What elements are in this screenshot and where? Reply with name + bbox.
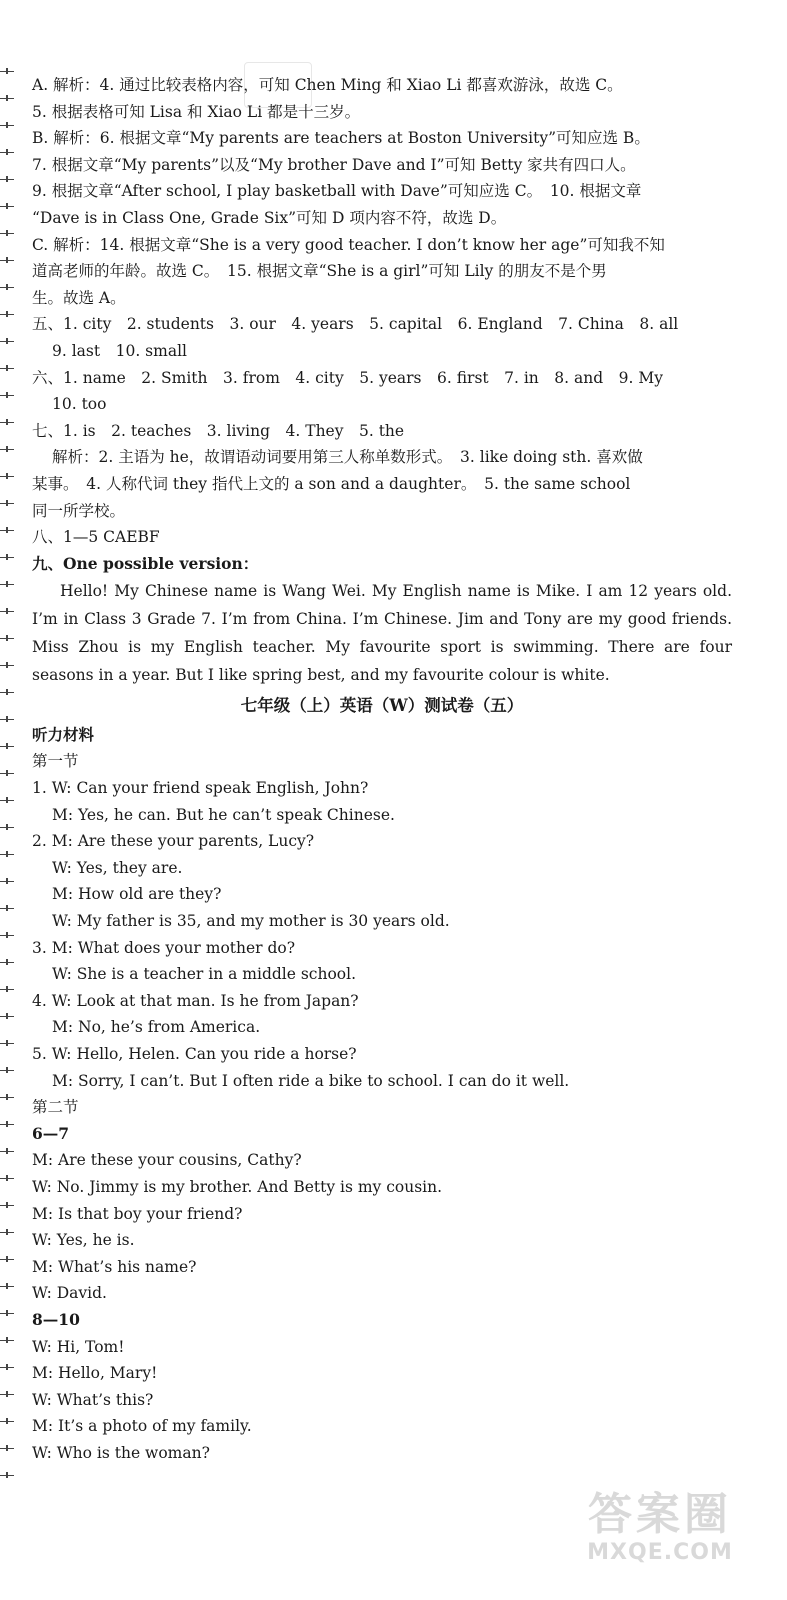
section-8-answers: 八、1—5 CAEBF xyxy=(32,528,160,547)
section-7-analysis-cont: 某事。 4. 人称代词 they 指代上文的 a son and a daughter。 5. the same school xyxy=(32,474,631,493)
test-title: 七年级（上）英语（W）测试卷（五） xyxy=(240,696,524,716)
dialogue-line: W: Yes, he is. xyxy=(32,1231,135,1250)
dialogue-line: 4. W: Look at that man. Is he from Japan? xyxy=(32,991,359,1010)
answer-line: 5. 根据表格可知 Lisa 和 Xiao Li 都是十三岁。 xyxy=(32,102,361,121)
site-watermark xyxy=(555,1490,765,1570)
group-6-7-label: 6—7 xyxy=(32,1123,70,1143)
dialogue-line: W: Hi, Tom! xyxy=(32,1337,125,1356)
section-7-answers: 七、1. is 2. teaches 3. living 4. They 5. the xyxy=(32,421,405,440)
dialogue-line: W: No. Jimmy is my brother. And Betty is my cousin. xyxy=(32,1177,443,1196)
section-6-answers: 六、1. name 2. Smith 3. from 4. city 5. years 6. first 7. in 8. and 9. My xyxy=(32,368,663,387)
section-5-answers-cont: 9. last 10. small xyxy=(52,341,187,360)
answer-line: 7. 根据文章“My parents”以及“My brother Dave and I”可知 Betty 家共有四口人。 xyxy=(32,155,636,174)
dialogue-line: M: It’s a photo of my family. xyxy=(32,1417,252,1436)
dialogue-line: 5. W: Hello, Helen. Can you ride a horse? xyxy=(32,1045,357,1063)
dialogue-line: 2. M: Are these your parents, Lucy? xyxy=(32,832,315,851)
dialogue-line: W: David. xyxy=(32,1284,107,1303)
dialogue-line: M: Hello, Mary! xyxy=(32,1364,158,1383)
dialogue-line: W: What’s this? xyxy=(32,1390,154,1409)
dialogue-line: W: Who is the woman? xyxy=(32,1443,210,1462)
answer-line: 生。故选 A。 xyxy=(32,288,126,307)
section-7-analysis-cont: 同一所学校。 xyxy=(32,501,126,520)
answer-line: B. 解析：6. 根据文章“My parents are teachers at Boston University”可知应选 B。 xyxy=(32,129,650,148)
dialogue-line: 3. M: What does your mother do? xyxy=(32,938,296,957)
dialogue-line: W: My father is 35, and my mother is 30 years old. xyxy=(52,912,450,931)
section-1-label: 第一节 xyxy=(32,752,79,771)
answer-line: C. 解析：14. 根据文章“She is a very good teacher. I don’t know her age”可知我不知 xyxy=(32,235,665,254)
dialogue-line: W: She is a teacher in a middle school. xyxy=(52,965,357,984)
dialogue-line: M: How old are they? xyxy=(52,885,222,904)
answer-line: “Dave is in Class One, Grade Six”可知 D 项内容不符，故选 D。 xyxy=(32,208,507,227)
binding-margin-line xyxy=(6,68,8,1498)
section-2-label: 第二节 xyxy=(32,1098,79,1117)
section-5-answers: 五、1. city 2. students 3. our 4. years 5. capital 6. England 7. China 8. all xyxy=(32,315,679,334)
dialogue-line: M: Are these your cousins, Cathy? xyxy=(32,1151,302,1170)
section-7-analysis: 解析：2. 主语为 he，故谓语动词要用第三人称单数形式。 3. like doing sth. 喜欢做 xyxy=(52,448,643,467)
dialogue-line: W: Yes, they are. xyxy=(52,858,183,877)
dialogue-line: M: What’s his name? xyxy=(32,1257,197,1276)
sample-essay: Hello! My Chinese name is Wang Wei. My English name is Mike. I am 12 years old. I’m in Class 3 Grade 7. I’m from China. I’m Chinese. Jim and Tony are my good friends. Miss Zhou is my English teacher. My favourite sport is swimming. There are four seasons in a year. But I like spring best, and my favourite colour is white. xyxy=(32,582,732,685)
dialogue-line: M: Is that boy your friend? xyxy=(32,1204,243,1223)
watermark-logo-text: 答案圈 xyxy=(588,1489,732,1540)
dialogue-line: M: Sorry, I can’t. But I often ride a bike to school. I can do it well. xyxy=(52,1071,570,1090)
dialogue-line: M: Yes, he can. But he can’t speak Chinese. xyxy=(52,805,395,824)
watermark-url: MXQE.COM xyxy=(587,1540,733,1565)
answer-key-page xyxy=(32,72,732,1467)
group-8-10-label: 8—10 xyxy=(32,1309,80,1329)
answer-line: 9. 根据文章“After school, I play basketball with Dave”可知应选 C。 10. 根据文章 xyxy=(32,182,642,201)
dialogue-line: 1. W: Can your friend speak English, John? xyxy=(32,779,369,798)
section-6-answers-cont: 10. too xyxy=(52,395,107,414)
section-9-heading: 九、One possible version： xyxy=(32,553,259,573)
answer-line: A. 解析：4. 通过比较表格内容，可知 Chen Ming 和 Xiao Li 都喜欢游泳，故选 C。 xyxy=(32,76,623,94)
dialogue-line: M: No, he’s from America. xyxy=(52,1018,261,1037)
listening-header: 听力材料 xyxy=(32,724,95,744)
answer-line: 道高老师的年龄。故选 C。 15. 根据文章“She is a girl”可知 Lily 的朋友不是个男 xyxy=(32,262,607,281)
